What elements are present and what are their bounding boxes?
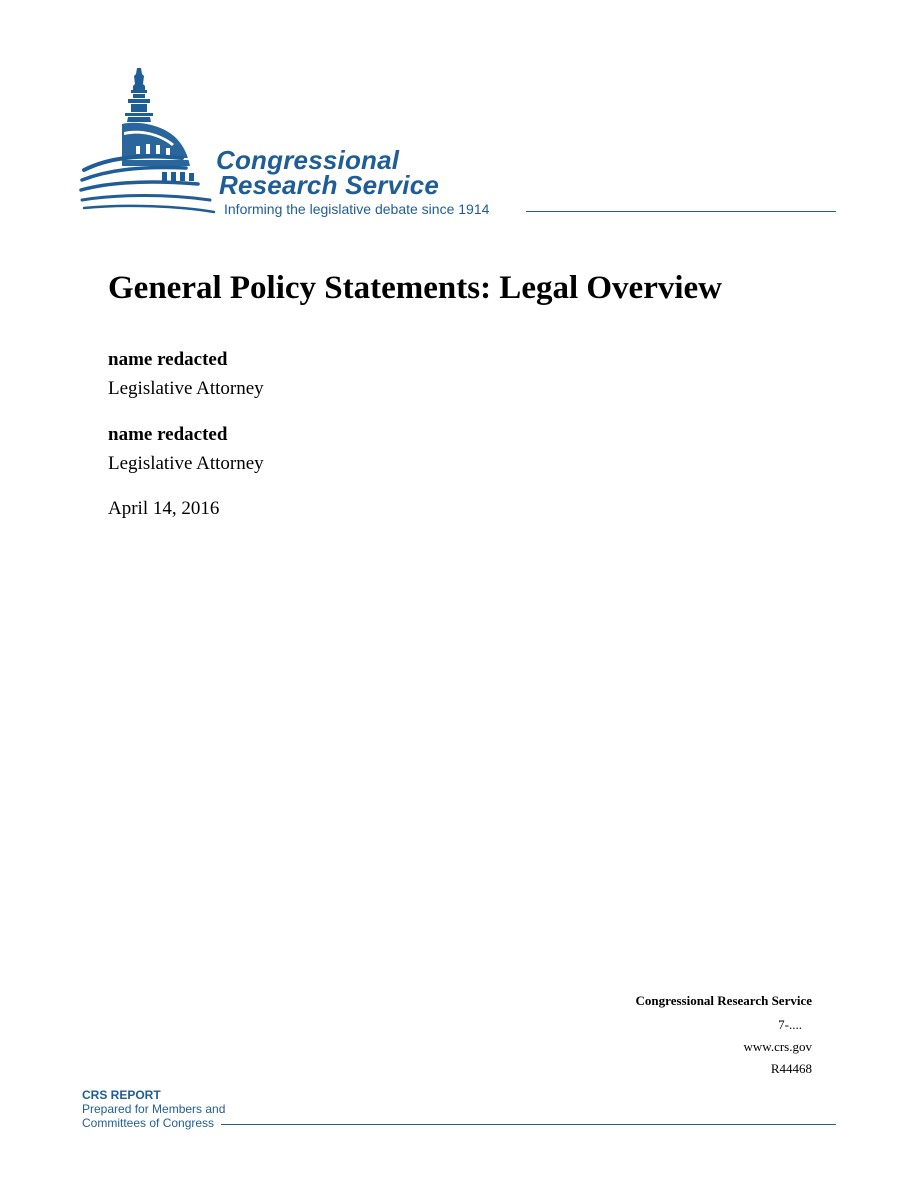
report-date: April 14, 2016 [108, 498, 220, 519]
contact-website: www.crs.gov [743, 1039, 812, 1054]
author-role-1: Legislative Attorney [108, 378, 264, 399]
logo-org-line2: Research Service [219, 170, 440, 200]
footer-committees-line: Committees of Congress [82, 1116, 215, 1130]
author-name-1: name redacted [108, 349, 228, 370]
report-number: R44468 [770, 1061, 812, 1076]
logo-tagline: Informing the legislative debate since 1914 [224, 201, 490, 217]
author-name-2: name redacted [108, 424, 228, 445]
footer-divider [221, 1124, 836, 1125]
header-divider [526, 211, 836, 212]
report-title: General Policy Statements: Legal Overview [108, 270, 722, 306]
author-role-2: Legislative Attorney [108, 453, 264, 474]
footer-prepared-line: Prepared for Members and [82, 1102, 226, 1116]
capitol-dome-icon [78, 66, 228, 218]
footer-crs-report-label: CRS REPORT [82, 1088, 161, 1102]
contact-organization: Congressional Research Service [635, 993, 812, 1008]
logo-org-line1: Congressional [216, 145, 400, 175]
contact-phone: 7-.... [778, 1017, 802, 1032]
